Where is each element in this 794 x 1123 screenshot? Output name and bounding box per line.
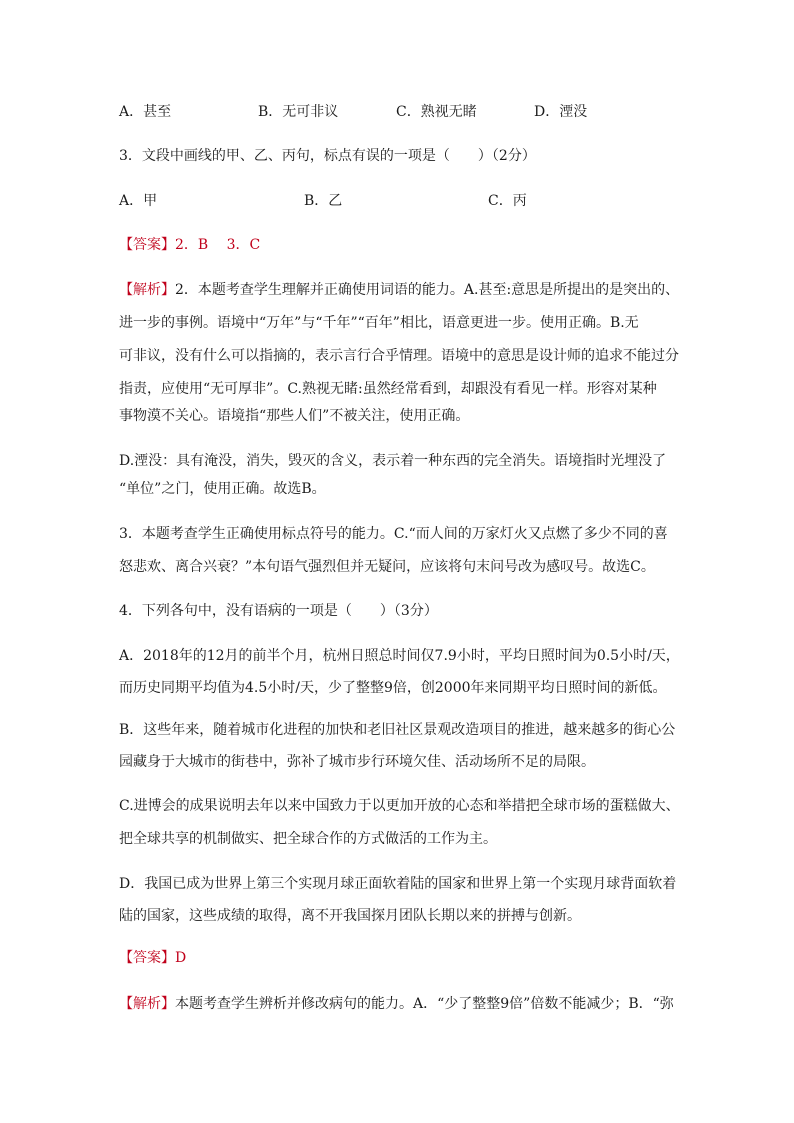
analysis-line: 指责，应使用“无可厚非”。C.熟视无睹:虽然经常看到，却跟没有看见一样。形容对某种 bbox=[119, 381, 657, 397]
analysis-d-line: “单位”之门，使用正确。故选B。 bbox=[119, 481, 326, 497]
q3-options bbox=[119, 191, 679, 211]
analysis-line: 进一步的事例。语境中“万年”与“千年”“百年”相比，语意更进一步。使用正确。B.无 bbox=[119, 315, 639, 331]
q2-option-d: D．湮没 bbox=[534, 104, 588, 120]
analysis-line bbox=[119, 994, 674, 1014]
analysis-d-line: D.湮没：具有淹没，消失，毁灭的含义，表示着一种东西的完全消失。语境指时光埋没了 bbox=[119, 453, 667, 469]
answer-block-2 bbox=[119, 948, 186, 968]
analysis-label: 【解析】 bbox=[119, 282, 175, 298]
q2-option-c: C．熟视无睹 bbox=[396, 104, 477, 120]
analysis-line bbox=[119, 280, 679, 300]
q3-stem: 3．文段中画线的甲、乙、丙句，标点有误的一项是（ ）（2分） bbox=[119, 148, 536, 164]
q4-option-a-line: A．2018年的12月的前半个月，杭州日照总时间仅7.9小时，平均日照时间为0.5小时/天， bbox=[119, 648, 680, 664]
analysis-text: 本题考查学生辨析并修改病句的能力。A．“少了整整9倍”倍数不能减少；B．“弥 bbox=[175, 996, 674, 1012]
q3-option-c: C．丙 bbox=[488, 193, 527, 209]
q4-option-d-line: 陆的国家，这些成绩的取得，离不开我国探月团队长期以来的拼搏与创新。 bbox=[119, 908, 581, 924]
q4-option-b-line: B．这些年来，随着城市化进程的加快和老旧社区景观改造项目的推进，越来越多的街心公 bbox=[119, 722, 676, 738]
q3-option-a: A．甲 bbox=[119, 193, 158, 209]
answer-text: 2．B 3．C bbox=[175, 237, 261, 253]
analysis-q3-line: 怒悲欢、离合兴衰？”本句语气强烈但并无疑问，应该将句末问号改为感叹号。故选C。 bbox=[119, 559, 655, 575]
q4-option-a-line: 而历史同期平均值为4.5小时/天，少了整整9倍，创2000年来同期平均日照时间的新低。 bbox=[119, 680, 667, 696]
q2-option-b: B．无可非议 bbox=[258, 104, 339, 120]
answer-text: D bbox=[175, 950, 187, 966]
q2-options bbox=[119, 102, 679, 122]
analysis-text: 2．本题考查学生理解并正确使用词语的能力。A.甚至:意思是所提出的是突出的、 bbox=[175, 282, 680, 298]
answer-block-1 bbox=[119, 235, 260, 255]
q4-stem: 4．下列各句中，没有语病的一项是（ ）（3分） bbox=[119, 603, 438, 619]
q3-option-b: B．乙 bbox=[304, 193, 343, 209]
answer-label: 【答案】 bbox=[119, 237, 175, 253]
analysis-q3-line: 3．本题考查学生正确使用标点符号的能力。C.“而人间的万家灯火又点燃了多少不同的喜 bbox=[119, 526, 668, 542]
analysis-line: 事物漠不关心。语境指“那些人们”不被关注，使用正确。 bbox=[119, 408, 470, 424]
q4-option-c-line: C.进博会的成果说明去年以来中国致力于以更加开放的心态和举措把全球市场的蛋糕做大、 bbox=[119, 798, 680, 814]
q2-option-a: A．甚至 bbox=[119, 104, 172, 120]
q4-option-c-line: 把全球共享的机制做实、把全球合作的方式做活的工作为主。 bbox=[119, 831, 497, 847]
q4-option-b-line: 园藏身于大城市的街巷中，弥补了城市步行环境欠佳、活动场所不足的局限。 bbox=[119, 754, 595, 770]
q4-option-d-line: D．我国已成为世界上第三个实现月球正面软着陆的国家和世界上第一个实现月球背面软着 bbox=[119, 876, 677, 892]
analysis-label: 【解析】 bbox=[119, 996, 175, 1012]
analysis-line: 可非议，没有什么可以指摘的，表示言行合乎情理。语境中的意思是设计师的追求不能过分 bbox=[119, 348, 679, 364]
answer-label: 【答案】 bbox=[119, 950, 175, 966]
